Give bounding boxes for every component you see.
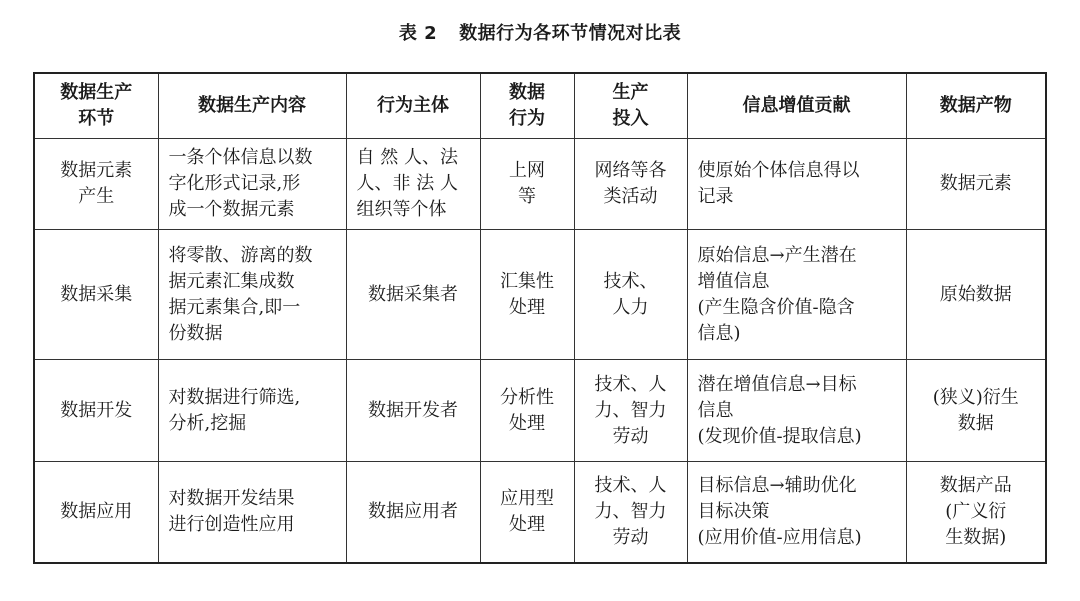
cell-input: 技术、 人力 xyxy=(574,230,687,360)
table-row xyxy=(34,462,1046,563)
comparison-table xyxy=(33,72,1047,564)
table-row xyxy=(34,360,1046,462)
cell-content: 将零散、游离的数 据元素汇集成数 据元素集合,即一 份数据 xyxy=(158,230,346,360)
header-stage: 数据生产 环节 xyxy=(34,73,158,139)
header-behavior: 数据 行为 xyxy=(480,73,574,139)
cell-input: 网络等各 类活动 xyxy=(574,139,687,230)
cell-output: 数据产品 (广义衍 生数据) xyxy=(906,462,1046,563)
cell-stage: 数据开发 xyxy=(34,360,158,462)
cell-value-contribution: 目标信息→辅助优化 目标决策 (应用价值-应用信息) xyxy=(687,462,906,563)
cell-output: (狭义)衍生 数据 xyxy=(906,360,1046,462)
cell-input: 技术、人 力、智力 劳动 xyxy=(574,462,687,563)
cell-content: 对数据进行筛选, 分析,挖掘 xyxy=(158,360,346,462)
cell-content: 一条个体信息以数 字化形式记录,形 成一个数据元素 xyxy=(158,139,346,230)
cell-behavior: 分析性 处理 xyxy=(480,360,574,462)
table-title: 数据行为各环节情况对比表 xyxy=(459,23,682,44)
cell-actor: 数据采集者 xyxy=(346,230,480,360)
cell-actor: 数据应用者 xyxy=(346,462,480,563)
header-input: 生产 投入 xyxy=(574,73,687,139)
table-row xyxy=(34,139,1046,230)
cell-value-contribution: 使原始个体信息得以 记录 xyxy=(687,139,906,230)
header-actor: 行为主体 xyxy=(346,73,480,139)
cell-behavior: 应用型 处理 xyxy=(480,462,574,563)
cell-behavior: 汇集性 处理 xyxy=(480,230,574,360)
cell-stage: 数据采集 xyxy=(34,230,158,360)
cell-stage: 数据应用 xyxy=(34,462,158,563)
cell-stage: 数据元素 产生 xyxy=(34,139,158,230)
cell-content: 对数据开发结果 进行创造性应用 xyxy=(158,462,346,563)
table-caption xyxy=(0,22,1080,46)
header-value-contribution: 信息增值贡献 xyxy=(687,73,906,139)
table-number: 表 2 xyxy=(398,23,438,44)
table-row xyxy=(34,230,1046,360)
header-row xyxy=(34,73,1046,139)
header-output: 数据产物 xyxy=(906,73,1046,139)
cell-behavior: 上网 等 xyxy=(480,139,574,230)
cell-value-contribution: 原始信息→产生潜在 增值信息 (产生隐含价值-隐含 信息) xyxy=(687,230,906,360)
cell-output: 数据元素 xyxy=(906,139,1046,230)
cell-actor: 数据开发者 xyxy=(346,360,480,462)
cell-actor: 自 然 人、法 人、非 法 人 组织等个体 xyxy=(346,139,480,230)
header-content: 数据生产内容 xyxy=(158,73,346,139)
cell-output: 原始数据 xyxy=(906,230,1046,360)
cell-input: 技术、人 力、智力 劳动 xyxy=(574,360,687,462)
cell-value-contribution: 潜在增值信息→目标 信息 (发现价值-提取信息) xyxy=(687,360,906,462)
